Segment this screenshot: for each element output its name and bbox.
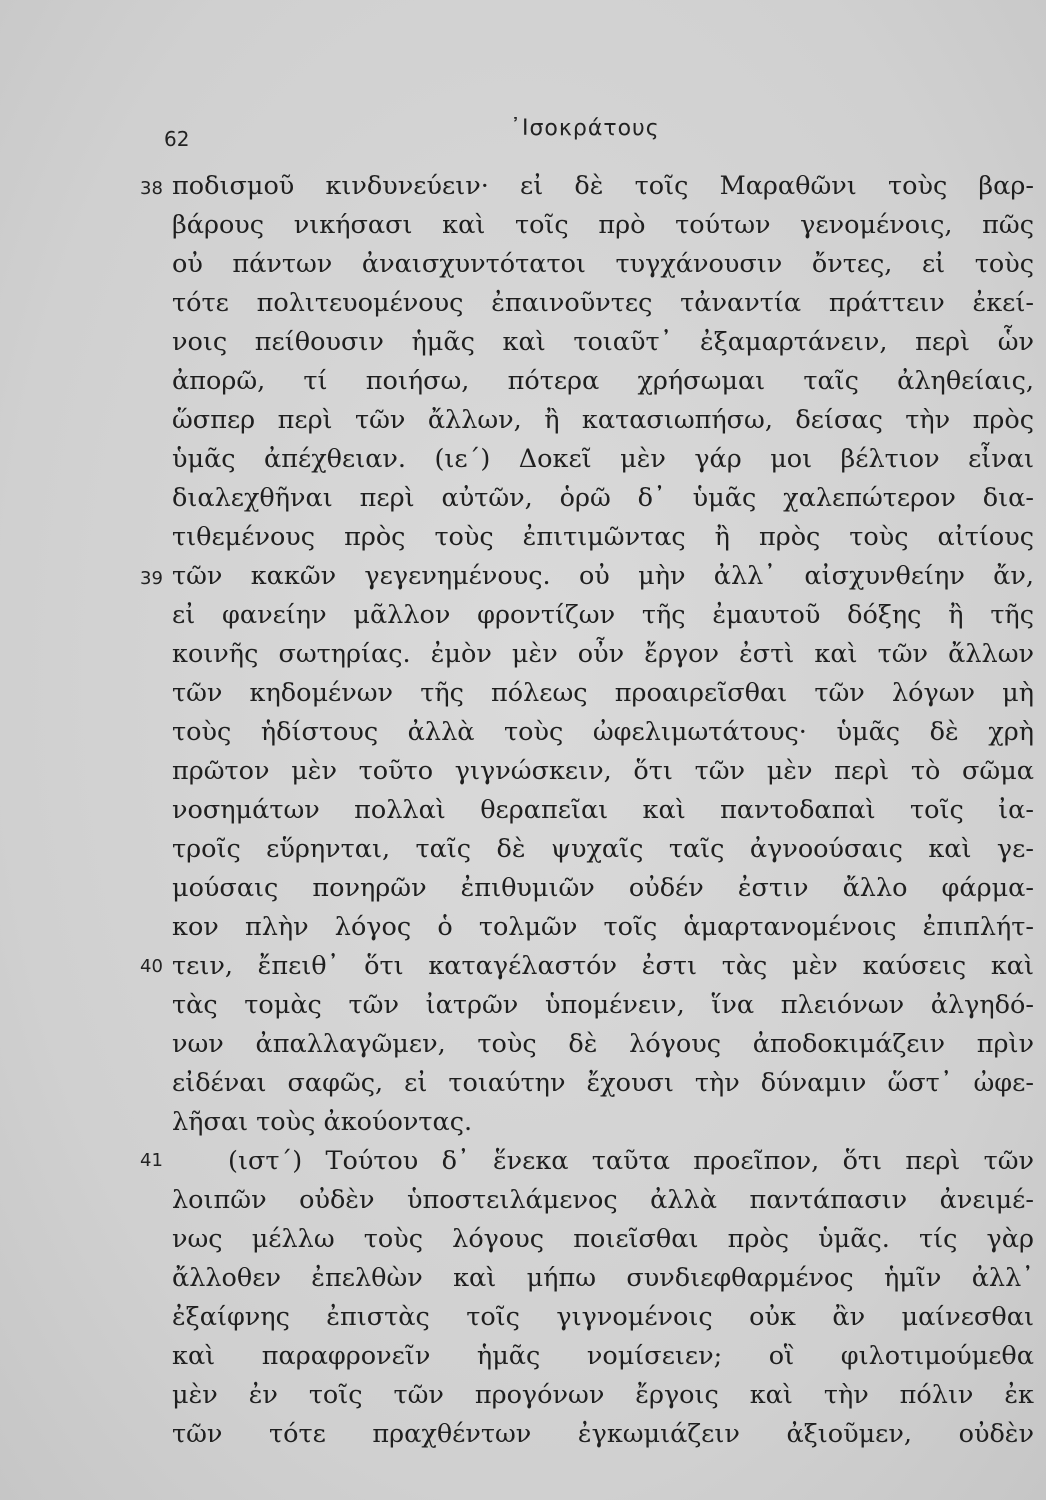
section-number: 38 <box>140 178 163 199</box>
text-line: λῆσαι τοὺς ἀκούοντας. <box>172 1107 473 1137</box>
text-line: (ιστ΄) Τούτου δ᾿ ἕνεκα ταῦτα προεῖπον, ὅτι περὶ τῶν <box>228 1146 1034 1176</box>
text-line: ὑμᾶς ἀπέχθειαν. (ιε΄) Δοκεῖ μὲν γάρ μοι βέλτιον εἶναι <box>172 444 1034 474</box>
section-number: 41 <box>140 1150 163 1171</box>
text-line: τῶν κηδομένων τῆς πόλεως προαιρεῖσθαι τῶν λόγων μὴ <box>172 678 1034 708</box>
text-line: κον πλὴν λόγος ὁ τολμῶν τοῖς ἁμαρτανομένοις ἐπιπλήτ- <box>172 912 1034 942</box>
text-line: διαλεχθῆναι περὶ αὐτῶν, ὁρῶ δ᾿ ὑμᾶς χαλεπώτερον δια- <box>172 483 1034 513</box>
text-line: λοιπῶν οὐδὲν ὑποστειλάμενος ἀλλὰ παντάπασιν ἀνειμέ- <box>172 1185 1034 1215</box>
text-line: νων ἀπαλλαγῶμεν, τοὺς δὲ λόγους ἀποδοκιμάζειν πρὶν <box>172 1029 1034 1059</box>
text-line: βάρους νικήσασι καὶ τοῖς πρὸ τούτων γενομένοις, πῶς <box>172 210 1034 240</box>
text-line: νοις πείθουσιν ἡμᾶς καὶ τοιαῦτ᾿ ἐξαμαρτάνειν, περὶ ὧν <box>172 327 1034 357</box>
text-line: ἐξαίφνης ἐπιστὰς τοῖς γιγνομένοις οὐκ ἂν μαίνεσθαι <box>172 1302 1034 1332</box>
text-line: ἄλλοθεν ἐπελθὼν καὶ μήπω συνδιεφθαρμένος ἡμῖν ἀλλ᾿ <box>172 1263 1034 1293</box>
text-line: εἰ φανείην μᾶλλον φροντίζων τῆς ἐμαυτοῦ δόξης ἢ τῆς <box>172 600 1034 630</box>
text-line: τειν, ἔπειθ᾿ ὅτι καταγέλαστόν ἐστι τὰς μὲν καύσεις καὶ <box>172 951 1034 981</box>
text-line: πρῶτον μὲν τοῦτο γιγνώσκειν, ὅτι τῶν μὲν περὶ τὸ σῶμα <box>172 756 1034 786</box>
text-line: τότε πολιτευομένους ἐπαινοῦντες τἀναντία πράττειν ἐκεί- <box>172 288 1034 318</box>
text-line: ἀπορῶ, τί ποιήσω, πότερα χρήσωμαι ταῖς ἀληθείαις, <box>172 366 1034 396</box>
page-number: 62 <box>164 127 190 151</box>
text-line: μούσαις πονηρῶν ἐπιθυμιῶν οὐδέν ἐστιν ἄλλο φάρμα- <box>172 873 1034 903</box>
running-title: ᾿Ισοκράτους <box>510 116 660 141</box>
text-line: τοὺς ἡδίστους ἀλλὰ τοὺς ὠφελιμωτάτους· ὑμᾶς δὲ χρὴ <box>172 717 1034 747</box>
text-line: ὥσπερ περὶ τῶν ἄλλων, ἢ κατασιωπήσω, δείσας τὴν πρὸς <box>172 405 1034 435</box>
text-line: κοινῆς σωτηρίας. ἐμὸν μὲν οὖν ἔργον ἐστὶ καὶ τῶν ἄλλων <box>172 639 1034 669</box>
text-line: τῶν κακῶν γεγενημένους. οὐ μὴν ἀλλ᾿ αἰσχυνθείην ἄν, <box>172 561 1034 591</box>
section-number: 39 <box>140 568 163 589</box>
text-line: ποδισμοῦ κινδυνεύειν· εἰ δὲ τοῖς Μαραθῶνι τοὺς βαρ- <box>172 171 1034 201</box>
section-number: 40 <box>140 956 163 977</box>
text-line: νως μέλλω τοὺς λόγους ποιεῖσθαι πρὸς ὑμᾶς. τίς γὰρ <box>172 1224 1034 1254</box>
text-line: εἰδέναι σαφῶς, εἰ τοιαύτην ἔχουσι τὴν δύναμιν ὥστ᾿ ὠφε- <box>172 1068 1034 1098</box>
text-line: τιθεμένους πρὸς τοὺς ἐπιτιμῶντας ἢ πρὸς τοὺς αἰτίους <box>172 522 1034 552</box>
text-line: καὶ παραφρονεῖν ἡμᾶς νομίσειεν; οἳ φιλοτιμούμεθα <box>172 1341 1034 1371</box>
text-line: τὰς τομὰς τῶν ἰατρῶν ὑπομένειν, ἵνα πλειόνων ἀλγηδό- <box>172 990 1034 1020</box>
text-line: οὐ πάντων ἀναισχυντότατοι τυγχάνουσιν ὄντες, εἰ τοὺς <box>172 249 1034 279</box>
text-line: μὲν ἐν τοῖς τῶν προγόνων ἔργοις καὶ τὴν πόλιν ἐκ <box>172 1380 1034 1410</box>
text-line: τῶν τότε πραχθέντων ἐγκωμιάζειν ἀξιοῦμεν, οὐδὲν <box>172 1419 1034 1449</box>
text-line: τροῖς εὕρηνται, ταῖς δὲ ψυχαῖς ταῖς ἀγνοούσαις καὶ γε- <box>172 834 1034 864</box>
text-line: νοσημάτων πολλαὶ θεραπεῖαι καὶ παντοδαπαὶ τοῖς ἰα- <box>172 795 1034 825</box>
